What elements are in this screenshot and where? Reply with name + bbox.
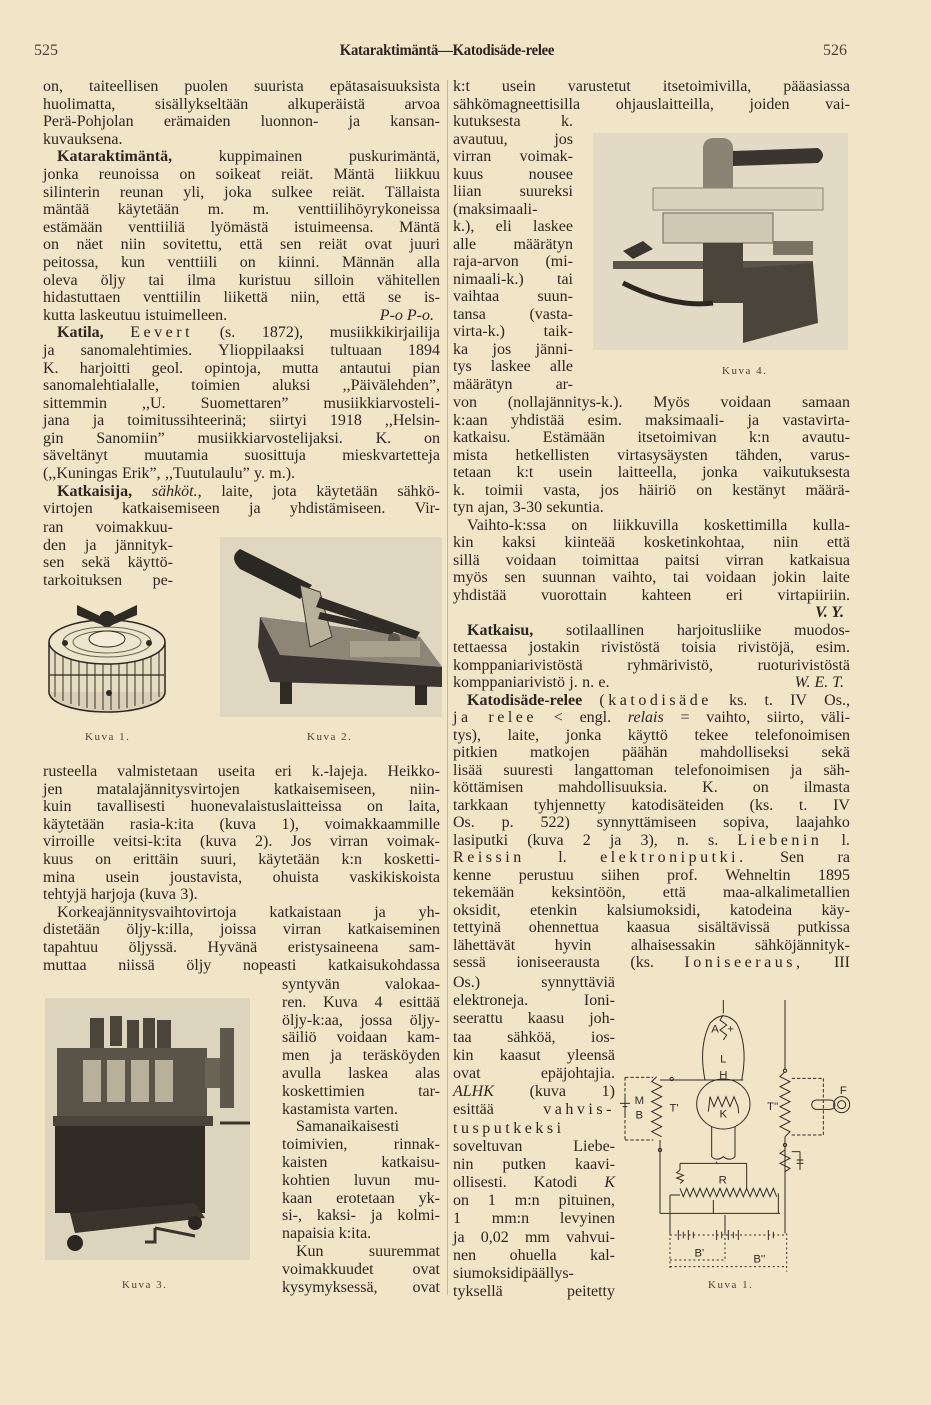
text-line: lisää suuresti langattoman telefonoimisen ja säh- <box>453 761 850 779</box>
text-line: säveltänyt muutamia suosittuja mieskvartetteja <box>43 447 440 465</box>
text-line: sähkömagneettisilla ohjauslaitteilla, joiden vai- <box>453 95 850 113</box>
figure-caption-kuva-3: Kuva 3. <box>122 1279 168 1291</box>
text-line: virta-k.) taik- <box>453 323 573 340</box>
text-line: kutuksesta k. <box>453 113 573 130</box>
right-column-text-wrap <box>453 113 573 393</box>
text-line: ren. Kuva 4 esittää <box>282 993 440 1011</box>
text-line: käytetään rasia-k:ita (kuva 1), voimakkaammille <box>43 815 440 833</box>
text-line: on 1 m:n pituinen, <box>453 1192 615 1210</box>
text-line: distetään öljy-k:illa, joissa virran katkaiseminen <box>43 921 440 939</box>
text-line: mista hetkellisten virtasysäysten tähden, varus- <box>453 446 850 464</box>
text-line: tarkoituksen pe- <box>43 571 173 589</box>
text-line: taa sähköä, ios- <box>453 1028 615 1046</box>
text-line: huolimatta, sisällykseltään alkuperäistä arvoa <box>43 95 440 113</box>
text-line: sillä voidaan toimittaa paitsi virran katkaisua <box>453 551 850 569</box>
figure-caption-kuva-1: Kuva 1. <box>85 731 131 743</box>
diagram-label-b: B <box>635 1109 644 1122</box>
text-line: oksidit, etenkin kalsiumoksidi, katodeina käy- <box>453 901 850 919</box>
text-line: kuin tavallisesti huonevalaistuslaitteissa on laita, <box>43 798 440 816</box>
text-line: lasiputki (kuva 2 ja 3), n. s. Liebenin l. <box>453 831 850 849</box>
diagram-label-r: R <box>718 1174 727 1187</box>
text-line: virtojen katkaisemiseen ja yhdistämiseen. Vir- <box>43 500 440 518</box>
text-line: määrätyn ar- <box>453 375 573 393</box>
text-line: toimivien, rinnak- <box>282 1136 440 1154</box>
text-line: virroille veitsi-k:ita (kuva 2). Jos virran voimak- <box>43 833 440 851</box>
text-line: kaisten katkaisu- <box>282 1153 440 1171</box>
figure-caption-kuva-2: Kuva 2. <box>307 731 353 743</box>
text-line: Katila, Eevert (s. 1872), musiikkikirjailija <box>57 324 440 342</box>
diagram-label-l: L <box>720 1053 727 1066</box>
text-line: syntyvän valokaa- <box>282 976 440 993</box>
text-line: kysymyksessä, ovat <box>282 1278 440 1296</box>
text-line: alle määrätyn <box>453 235 573 253</box>
text-segment: W. E. T. <box>794 674 844 691</box>
text-line: Korkeajännitysvaihtovirtoja katkaistaan ja yh- <box>57 903 440 921</box>
text-line: jen matalajännitysvirtojen katkaisemiseen, niin- <box>43 780 440 798</box>
text-line: öljy-k:aa, jossa öljy- <box>282 1011 440 1029</box>
text-line: ka jos jänni- <box>453 340 573 358</box>
text-line: den ja jännityk- <box>43 536 173 554</box>
text-line: ja sanomalehtimies. Ylioppilaaksi tultuaan 1894 <box>43 341 440 359</box>
text-line: rusteella valmistetaan useita eri k.-lajeja. Heikko- <box>43 763 440 780</box>
text-line: tys), laite, jonka käyttö tekee telefonoimisen <box>453 726 850 744</box>
text-line: Katkaisu, sotilaallinen harjoitusliike muodos- <box>467 621 850 639</box>
liebens-tube-circuit-diagram <box>610 1000 870 1280</box>
text-line: tettyinä ohennettua kaasua sisältävissä putkissa <box>453 919 850 936</box>
text-line: kuus on erittäin suuri, käytetään k:n kosketti- <box>43 850 440 868</box>
text-line: ja 0,02 mm vahvui- <box>453 1228 615 1246</box>
page-number-left: 525 <box>34 42 58 59</box>
text-line: Samanaikaisesti <box>296 1118 400 1136</box>
relay-switch-photo <box>593 133 848 350</box>
text-line <box>453 604 850 622</box>
diagram-label-b2: B'' <box>753 1253 766 1266</box>
text-line: (maksimaali- <box>453 200 538 218</box>
text-line: soveltuvan Liebe- <box>453 1137 615 1155</box>
text-line: mina usein joustavista, ohuista vaskikiskoista <box>43 868 440 886</box>
text-line: ja relee < engl. relais = vaihto, siirto, väli- <box>453 709 850 726</box>
text-line: kutta laskeutuu istuimelleen. P-o P-o. <box>43 307 440 325</box>
text-line: Kun suuremmat <box>296 1242 440 1260</box>
text-line: tekemään keksintöön, että maa-alkalimetallien <box>453 884 850 901</box>
text-line: pitkien matkojen päähän mahdolliseksi sekä <box>453 744 850 761</box>
text-line: mäntää käytetään m. m. venttiilihöyrykoneissa <box>43 201 440 219</box>
text-line: men ja teräsköyden <box>282 1047 440 1065</box>
text-line: ovat epäjohtajia. <box>453 1064 615 1082</box>
text-line: ALHK (kuva 1) <box>453 1083 615 1101</box>
text-line: estämään venttiiliä lyömästä istuimeensa. Mäntä <box>43 218 440 236</box>
text-line: tys laskee alle <box>453 358 573 375</box>
right-column-text-main <box>453 394 850 972</box>
text-line: tarkkaan tyhjennetty katodisäteiden (ks. t. IV <box>453 796 850 814</box>
text-line: avulla laskea alas <box>282 1064 440 1082</box>
text-line: k:aan yhdistää esim. maksimaali- ja vastavirta- <box>453 411 850 429</box>
text-line: nimaali-k.) tai <box>453 270 573 288</box>
text-line: kin kaksi kiinteää kosketinkohtaa, niin että <box>453 534 850 551</box>
text-line: elektroneja. Ioni- <box>453 992 615 1010</box>
text-line: kuus nousee <box>453 165 573 183</box>
text-line: kohtien luvun mu- <box>282 1171 440 1189</box>
oil-switch-photo <box>45 998 250 1260</box>
text-line: kuvauksena. <box>43 130 123 148</box>
text-line: Reissin l. elektroniputki. Sen ra <box>453 849 850 866</box>
text-line: raja-arvon (mi- <box>453 253 573 270</box>
running-head-title: Kataraktimäntä—Katodisäde-relee <box>339 42 555 59</box>
text-line: tettaessa jostakin rivistöstä toisia rivistöjä, esim. <box>453 639 850 656</box>
text-line: virran voimak- <box>453 148 573 165</box>
text-line: sittemmin ,,U. Suomettaren” musiikkiarvosteli- <box>43 394 440 412</box>
text-line: tehtyjä harjoja (kuva 3). <box>43 886 198 904</box>
text-line: tusputkeksi <box>453 1119 565 1137</box>
text-line: nin putken kaavi- <box>453 1155 615 1173</box>
text-line: k.), eli laskee <box>453 218 573 235</box>
diagram-label-plus: + <box>727 1023 734 1036</box>
text-line: 1 mm:n levyinen <box>453 1210 615 1228</box>
text-line: tetaan k:t usein laitteella, jonka vaikutuksesta <box>453 464 850 481</box>
text-line: siumoksidipäällys- <box>453 1265 574 1282</box>
text-line: tyn ajan, 3-30 sekuntia. <box>453 499 604 516</box>
right-column-text-wrap-bottom <box>453 974 615 1301</box>
text-line: Os. p. 522) synnyttämiseen sopiva, laajahko <box>453 814 850 831</box>
text-line: koskettimien tar- <box>282 1082 440 1100</box>
text-line: silinterin reunan yli, joka sulkee reiät. Tällaista <box>43 183 440 201</box>
text-line: Vaihto-k:ssa on liikkuvilla koskettimilla kulla- <box>467 516 850 534</box>
text-line: kenne perustuu siihen prof. Wehneltin 1895 <box>453 866 850 884</box>
knife-switch-photo <box>220 537 442 717</box>
text-line: (,,Kuningas Erik”, ,,Tuutulaulu” y. m.). <box>43 465 296 483</box>
text-line: tansa (vasta- <box>453 305 573 323</box>
diagram-label-t1: T' <box>669 1102 679 1115</box>
text-segment: V. Y. <box>815 604 844 621</box>
text-line: peitossa, kun venttiili on kiinni. Männän alla <box>43 253 440 271</box>
text-line: ollisesti. Katodi K <box>453 1174 615 1192</box>
diagram-label-b1: B' <box>694 1247 705 1260</box>
text-line: sessä ioniseerausta (ks. Ioniseeraus, III <box>453 954 850 971</box>
text-line: Perä-Pohjolan erämaiden luonnon- ja kansan- <box>43 113 440 131</box>
text-line: k. toimii vasta, jos häiriö on kestänyt määrä- <box>453 481 850 499</box>
text-line: muttaa niissä öljy nopeasti katkaisukohdassa <box>43 956 440 974</box>
text-line: Os.) synnyttäviä <box>453 974 615 991</box>
column-divider <box>447 80 448 1295</box>
text-line: voimakkuudet ovat <box>282 1260 440 1278</box>
text-segment: P-o P-o. <box>379 306 434 324</box>
box-switch-illustration <box>47 597 169 715</box>
text-line: köttämisen mahdollisuuksia. K. on ilmasta <box>453 779 850 796</box>
text-line: von (nollajännitys-k.). Myös voidaan samaan <box>453 394 850 411</box>
diagram-label-h: H <box>719 1069 728 1082</box>
text-line: komppaniarivistö j. n. e. W. E. T. <box>453 674 850 692</box>
left-column-text-top <box>43 78 440 518</box>
text-line: liian suureksi <box>453 183 573 200</box>
figure-caption-diagram: Kuva 1. <box>708 1279 754 1291</box>
text-line: Katodisäde-relee (katodisäde ks. t. IV Os., <box>467 691 850 709</box>
text-line: napaisia k:ita. <box>282 1225 372 1243</box>
text-line: K. harjoitti geol. opintoja, mutta antautui pian <box>43 359 440 377</box>
text-line: säiliö voidaan kam- <box>282 1029 440 1047</box>
text-line: kin kaasut yleensä <box>453 1046 615 1064</box>
text-line: on näet niin sovitettu, että sen reiät ovat juuri <box>43 236 440 254</box>
text-line: komppaniarivistöstä ryhmärivistö, ruoturivistöstä <box>453 656 850 674</box>
diagram-label-m: M <box>634 1095 645 1107</box>
diagram-label-t2: T'' <box>767 1101 779 1113</box>
figure-caption-kuva-4: Kuva 4. <box>722 365 768 377</box>
text-line: k:t usein varustetut itsetoimivilla, pääasiassa <box>453 78 850 95</box>
text-line: esittää vahvis- <box>453 1101 615 1119</box>
text-line: jana ja toimitussihteerinä; siirtyi 1918 ,,Helsin- <box>43 412 440 430</box>
diagram-label-cathode: K <box>719 1108 728 1121</box>
left-column-text-wrap-bottom <box>282 976 440 1296</box>
text-line: ran voimakkuu- <box>43 519 173 536</box>
text-line: jonka reunoissa on soikeat reiät. Mäntä liikkuu <box>43 165 440 183</box>
text-line: on, taiteellisen puolen suurista epätasaisuuksista <box>43 78 440 95</box>
text-line: vaihtaa suun- <box>453 288 573 305</box>
text-line: sanomalehtialalle, toimien aluksi ,,Päivälehden”, <box>43 377 440 395</box>
diagram-label-anode: A <box>711 1023 719 1036</box>
text-line: kastamista varten. <box>282 1100 398 1118</box>
text-line: katkaisu. Estämään itsetoimivan k:n avautu- <box>453 429 850 446</box>
left-column-text-middle <box>43 763 440 974</box>
text-line: si-, kaksi- ja kolmi- <box>282 1207 440 1225</box>
right-column-text-top <box>453 78 850 113</box>
page-number-right: 526 <box>823 42 847 59</box>
text-line: avautuu, jos <box>453 130 573 148</box>
diagram-label-f: F <box>839 1085 847 1097</box>
text-line: Kataraktimäntä, kuppimainen puskurimäntä, <box>57 148 440 166</box>
text-line: lähettävät hyvin alhaisessakin sähköjännityk- <box>453 936 850 954</box>
text-line: nen ohuella kal- <box>453 1246 615 1264</box>
text-line: yhdistää vuorottain kahteen eri virtapiiriin. <box>453 586 850 604</box>
left-column-text-wrap <box>43 519 173 589</box>
text-line: kaan erotetaan yk- <box>282 1189 440 1207</box>
text-line: tyksellä peitetty <box>453 1283 615 1301</box>
text-line: gin Sanomiin” musiikkiarvostelijaksi. K. on <box>43 429 440 447</box>
text-line: hidastuttaen venttiilin liikettä niin, että se is- <box>43 289 440 307</box>
text-line: oleva öljy tai ilma kuristuu silloin vähitellen <box>43 271 440 289</box>
text-line: tapahtuu öljyssä. Hyvänä eristysaineena sam- <box>43 938 440 956</box>
text-line: Katkaisija, sähköt., laite, jota käytetään sähkö- <box>57 482 440 500</box>
text-line: sen sekä käyttö- <box>43 554 173 571</box>
text-line: myös sen suunnan vaihto, tai voidaan jokin laite <box>453 569 850 586</box>
text-line: seerattu kaasu joh- <box>453 1010 615 1028</box>
